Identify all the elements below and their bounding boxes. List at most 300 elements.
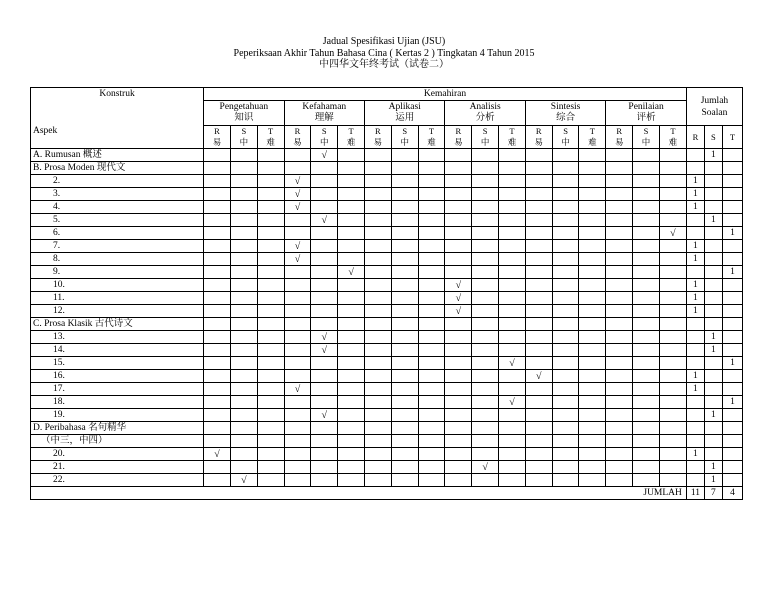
skill-cell bbox=[257, 227, 284, 240]
tick-symbol: √ bbox=[294, 188, 301, 200]
tick-mark bbox=[311, 344, 338, 357]
header-row-3 bbox=[31, 126, 743, 149]
total-cell bbox=[686, 201, 704, 214]
skill-cell bbox=[257, 188, 284, 201]
tick-mark bbox=[499, 357, 526, 370]
skill-cell bbox=[552, 474, 579, 487]
total-level-code: S bbox=[711, 131, 716, 142]
aspek-text: 8. bbox=[53, 253, 61, 264]
level-zh: 易 bbox=[373, 137, 383, 147]
skill-cell bbox=[311, 461, 338, 474]
total-cell bbox=[722, 175, 742, 188]
skill-cell bbox=[230, 279, 257, 292]
aspek-text: 4. bbox=[53, 201, 61, 212]
skill-cell bbox=[606, 162, 633, 175]
skill-cell bbox=[230, 292, 257, 305]
aspek-text: A. Rumusan 概述 bbox=[33, 149, 102, 160]
skill-cell bbox=[472, 396, 499, 409]
level-code: T bbox=[509, 126, 515, 136]
skill-cell bbox=[204, 422, 231, 435]
skill-cell bbox=[606, 201, 633, 214]
skill-cell bbox=[499, 292, 526, 305]
total-cell bbox=[704, 344, 722, 357]
tick-mark bbox=[311, 149, 338, 162]
skill-cell bbox=[579, 448, 606, 461]
skill-cell bbox=[525, 435, 552, 448]
skill-name-zh: 分析 bbox=[475, 113, 495, 123]
tick-symbol: √ bbox=[294, 240, 301, 252]
aspek-cell bbox=[31, 305, 204, 318]
total-cell bbox=[686, 357, 704, 370]
skill-cell bbox=[204, 461, 231, 474]
total-level-code: T bbox=[729, 131, 736, 142]
skill-cell bbox=[472, 435, 499, 448]
skill-cell bbox=[579, 292, 606, 305]
skill-cell bbox=[633, 305, 660, 318]
skill-cell bbox=[552, 201, 579, 214]
skill-cell bbox=[525, 396, 552, 409]
aspek-cell bbox=[31, 227, 204, 240]
skill-cell bbox=[257, 383, 284, 396]
skill-cell bbox=[606, 318, 633, 331]
level-code: S bbox=[643, 126, 649, 136]
skill-cell bbox=[364, 266, 391, 279]
total-cell bbox=[722, 396, 742, 409]
skill-cell bbox=[633, 435, 660, 448]
total-cell bbox=[722, 318, 742, 331]
total-cell bbox=[686, 253, 704, 266]
skill-cell bbox=[311, 396, 338, 409]
skill-cell bbox=[391, 188, 418, 201]
total-cell bbox=[704, 474, 722, 487]
skill-cell bbox=[230, 370, 257, 383]
skill-cell bbox=[499, 422, 526, 435]
skill-cell bbox=[499, 448, 526, 461]
skill-cell bbox=[418, 383, 445, 396]
skill-cell bbox=[472, 201, 499, 214]
skill-cell bbox=[606, 461, 633, 474]
kemahiran-header bbox=[204, 88, 687, 101]
tick-symbol: √ bbox=[294, 253, 301, 265]
skill-cell bbox=[659, 240, 686, 253]
total-cell bbox=[704, 149, 722, 162]
total-count: 1 bbox=[711, 149, 716, 160]
skill-cell bbox=[418, 175, 445, 188]
skill-cell bbox=[418, 318, 445, 331]
skill-cell bbox=[284, 474, 311, 487]
skill-cell bbox=[257, 448, 284, 461]
skill-cell bbox=[257, 175, 284, 188]
skill-cell bbox=[633, 396, 660, 409]
level-code: S bbox=[241, 126, 247, 136]
total-level-header bbox=[704, 126, 722, 149]
total-cell bbox=[686, 175, 704, 188]
skill-cell bbox=[472, 383, 499, 396]
aspek-text: 14. bbox=[53, 344, 65, 355]
skill-cell bbox=[499, 162, 526, 175]
total-cell bbox=[686, 214, 704, 227]
skill-cell bbox=[659, 396, 686, 409]
total-count: 1 bbox=[693, 370, 698, 381]
skill-cell bbox=[579, 266, 606, 279]
skill-cell bbox=[391, 474, 418, 487]
skill-cell bbox=[579, 357, 606, 370]
skill-cell bbox=[204, 201, 231, 214]
skill-cell bbox=[659, 318, 686, 331]
tick-mark bbox=[204, 448, 231, 461]
tick-symbol: √ bbox=[294, 201, 301, 213]
jumlah-soalan-header bbox=[686, 88, 742, 126]
skill-cell bbox=[230, 435, 257, 448]
skill-cell bbox=[445, 201, 472, 214]
skill-cell bbox=[204, 175, 231, 188]
total-cell bbox=[704, 409, 722, 422]
skill-cell bbox=[364, 448, 391, 461]
skill-cell bbox=[364, 292, 391, 305]
aspek-cell bbox=[31, 383, 204, 396]
skill-cell bbox=[230, 149, 257, 162]
total-cell bbox=[722, 201, 742, 214]
table-row bbox=[31, 266, 743, 279]
skill-cell bbox=[284, 149, 311, 162]
aspek-text: 6. bbox=[53, 227, 61, 238]
skill-cell bbox=[525, 201, 552, 214]
table-row bbox=[31, 149, 743, 162]
skill-cell bbox=[230, 422, 257, 435]
level-code: S bbox=[482, 126, 488, 136]
skill-cell bbox=[204, 357, 231, 370]
skill-cell bbox=[364, 149, 391, 162]
skill-cell bbox=[284, 357, 311, 370]
skill-cell bbox=[552, 370, 579, 383]
table-row bbox=[31, 214, 743, 227]
skill-cell bbox=[633, 266, 660, 279]
skill-cell bbox=[606, 305, 633, 318]
skill-cell bbox=[338, 175, 365, 188]
skill-cell bbox=[659, 448, 686, 461]
skill-cell bbox=[418, 292, 445, 305]
skill-header bbox=[364, 101, 444, 126]
tick-mark bbox=[659, 227, 686, 240]
jumlah-total bbox=[686, 487, 704, 500]
skill-cell bbox=[364, 357, 391, 370]
skill-cell bbox=[230, 266, 257, 279]
skill-cell bbox=[525, 188, 552, 201]
skill-cell bbox=[525, 448, 552, 461]
total-cell bbox=[722, 292, 742, 305]
skill-cell bbox=[499, 409, 526, 422]
level-header bbox=[552, 126, 579, 149]
tick-symbol: √ bbox=[294, 175, 301, 187]
total-cell bbox=[686, 370, 704, 383]
level-header bbox=[418, 126, 445, 149]
skill-cell bbox=[606, 214, 633, 227]
skill-cell bbox=[418, 396, 445, 409]
table-row bbox=[31, 240, 743, 253]
skill-cell bbox=[552, 409, 579, 422]
total-cell bbox=[722, 162, 742, 175]
skill-cell bbox=[525, 331, 552, 344]
skill-cell bbox=[230, 227, 257, 240]
level-zh: 难 bbox=[346, 137, 356, 147]
table-row bbox=[31, 435, 743, 448]
skill-cell bbox=[659, 266, 686, 279]
skill-cell bbox=[472, 214, 499, 227]
total-cell bbox=[686, 396, 704, 409]
skill-cell bbox=[204, 227, 231, 240]
total-cell bbox=[722, 266, 742, 279]
total-cell bbox=[704, 318, 722, 331]
total-cell bbox=[722, 474, 742, 487]
skill-cell bbox=[338, 448, 365, 461]
total-cell bbox=[704, 396, 722, 409]
skill-cell bbox=[552, 435, 579, 448]
skill-cell bbox=[552, 318, 579, 331]
skill-name: Analisis bbox=[469, 102, 501, 112]
total-cell bbox=[722, 188, 742, 201]
skill-cell bbox=[338, 331, 365, 344]
total-cell bbox=[704, 461, 722, 474]
total-cell bbox=[704, 383, 722, 396]
skill-cell bbox=[606, 396, 633, 409]
skill-cell bbox=[391, 357, 418, 370]
skill-cell bbox=[579, 227, 606, 240]
table-row bbox=[31, 396, 743, 409]
table-row bbox=[31, 162, 743, 175]
total-level-header bbox=[686, 126, 704, 149]
level-zh: 中 bbox=[641, 137, 651, 147]
skill-cell bbox=[257, 240, 284, 253]
skill-cell bbox=[499, 253, 526, 266]
skill-cell bbox=[204, 188, 231, 201]
skill-cell bbox=[391, 461, 418, 474]
skill-cell bbox=[204, 474, 231, 487]
aspek-cell bbox=[31, 318, 204, 331]
skill-cell bbox=[525, 344, 552, 357]
skill-cell bbox=[499, 331, 526, 344]
skill-cell bbox=[204, 383, 231, 396]
skill-cell bbox=[230, 448, 257, 461]
skill-cell bbox=[445, 318, 472, 331]
table-row bbox=[31, 474, 743, 487]
header-row-1 bbox=[31, 88, 743, 101]
skill-cell bbox=[579, 162, 606, 175]
level-header bbox=[257, 126, 284, 149]
skill-cell bbox=[552, 422, 579, 435]
level-zh: 中 bbox=[239, 137, 249, 147]
skill-cell bbox=[418, 201, 445, 214]
aspek-text: 2. bbox=[53, 175, 61, 186]
skill-cell bbox=[338, 422, 365, 435]
skill-cell bbox=[257, 344, 284, 357]
tick-mark bbox=[499, 396, 526, 409]
skill-cell bbox=[606, 331, 633, 344]
skill-cell bbox=[391, 214, 418, 227]
skill-cell bbox=[499, 474, 526, 487]
skill-cell bbox=[445, 331, 472, 344]
aspek-text: 5. bbox=[53, 214, 61, 225]
skill-cell bbox=[284, 448, 311, 461]
table-row bbox=[31, 461, 743, 474]
skill-cell bbox=[338, 305, 365, 318]
total-cell bbox=[704, 331, 722, 344]
skill-cell bbox=[552, 344, 579, 357]
skill-cell bbox=[659, 162, 686, 175]
skill-cell bbox=[311, 240, 338, 253]
skill-cell bbox=[659, 422, 686, 435]
skill-cell bbox=[445, 344, 472, 357]
level-code: R bbox=[535, 126, 542, 136]
skill-cell bbox=[418, 461, 445, 474]
skill-cell bbox=[284, 461, 311, 474]
skill-cell bbox=[633, 409, 660, 422]
aspek-cell bbox=[31, 214, 204, 227]
skill-cell bbox=[284, 370, 311, 383]
aspek-cell bbox=[31, 357, 204, 370]
table-row bbox=[31, 370, 743, 383]
aspek-text: 22. bbox=[53, 474, 65, 485]
skill-name: Aplikasi bbox=[388, 102, 421, 112]
skill-cell bbox=[659, 461, 686, 474]
skill-cell bbox=[659, 344, 686, 357]
skill-cell bbox=[391, 201, 418, 214]
specification-table bbox=[30, 87, 743, 500]
skill-cell bbox=[472, 279, 499, 292]
total-cell bbox=[686, 409, 704, 422]
aspek-text: 17. bbox=[53, 383, 65, 394]
skill-cell bbox=[445, 409, 472, 422]
skill-cell bbox=[552, 396, 579, 409]
skill-cell bbox=[338, 344, 365, 357]
skill-cell bbox=[338, 383, 365, 396]
skill-cell bbox=[204, 253, 231, 266]
aspek-text: 11. bbox=[53, 292, 65, 303]
skill-cell bbox=[338, 149, 365, 162]
total-cell bbox=[722, 227, 742, 240]
tick-mark bbox=[284, 253, 311, 266]
skill-cell bbox=[364, 240, 391, 253]
total-cell bbox=[704, 214, 722, 227]
total-count: 1 bbox=[693, 383, 698, 394]
aspek-cell bbox=[31, 253, 204, 266]
skill-cell bbox=[311, 279, 338, 292]
skill-cell bbox=[338, 201, 365, 214]
aspek-text: 20. bbox=[53, 448, 65, 459]
skill-cell bbox=[338, 461, 365, 474]
skill-cell bbox=[659, 175, 686, 188]
skill-cell bbox=[230, 175, 257, 188]
skill-cell bbox=[257, 435, 284, 448]
skill-cell bbox=[445, 448, 472, 461]
skill-cell bbox=[257, 396, 284, 409]
skill-cell bbox=[525, 409, 552, 422]
total-cell bbox=[686, 474, 704, 487]
skill-cell bbox=[659, 292, 686, 305]
skill-cell bbox=[204, 396, 231, 409]
aspek-cell bbox=[31, 344, 204, 357]
skill-cell bbox=[445, 214, 472, 227]
skill-cell bbox=[472, 448, 499, 461]
level-code: S bbox=[563, 126, 568, 136]
skill-cell bbox=[311, 305, 338, 318]
skill-cell bbox=[391, 422, 418, 435]
table-row bbox=[31, 448, 743, 461]
total-cell bbox=[722, 253, 742, 266]
skill-name: Sintesis bbox=[550, 102, 581, 112]
jumlah-value: 11 bbox=[690, 487, 700, 498]
total-count: 1 bbox=[711, 461, 716, 472]
skill-cell bbox=[391, 279, 418, 292]
total-count: 1 bbox=[693, 253, 698, 264]
skill-cell bbox=[364, 461, 391, 474]
skill-cell bbox=[606, 370, 633, 383]
skill-cell bbox=[284, 331, 311, 344]
level-code: R bbox=[616, 126, 623, 136]
skill-cell bbox=[364, 318, 391, 331]
aspek-cell bbox=[31, 240, 204, 253]
total-cell bbox=[686, 383, 704, 396]
skill-cell bbox=[418, 474, 445, 487]
jumlah-soalan-label: Jumlah Soalan bbox=[700, 95, 729, 118]
total-count: 1 bbox=[711, 409, 716, 420]
level-code: R bbox=[214, 126, 220, 136]
skill-cell bbox=[579, 422, 606, 435]
skill-cell bbox=[499, 214, 526, 227]
total-cell bbox=[704, 357, 722, 370]
skill-cell bbox=[472, 331, 499, 344]
skill-cell bbox=[418, 435, 445, 448]
aspek-cell bbox=[31, 396, 204, 409]
aspek-cell bbox=[31, 331, 204, 344]
aspek-cell bbox=[31, 162, 204, 175]
total-cell bbox=[704, 305, 722, 318]
total-count: 1 bbox=[693, 305, 698, 316]
skill-cell bbox=[338, 279, 365, 292]
total-cell bbox=[704, 201, 722, 214]
level-code: T bbox=[268, 126, 274, 136]
total-cell bbox=[704, 292, 722, 305]
skill-cell bbox=[606, 279, 633, 292]
skill-cell bbox=[552, 279, 579, 292]
level-zh: 难 bbox=[507, 137, 517, 147]
skill-cell bbox=[445, 461, 472, 474]
tick-symbol: √ bbox=[455, 279, 462, 291]
skill-cell bbox=[391, 149, 418, 162]
aspek-text: 3. bbox=[53, 188, 61, 199]
skill-cell bbox=[579, 344, 606, 357]
skill-cell bbox=[284, 292, 311, 305]
skill-cell bbox=[204, 370, 231, 383]
level-header bbox=[579, 126, 606, 149]
jumlah-total bbox=[704, 487, 722, 500]
skill-cell bbox=[552, 162, 579, 175]
skill-cell bbox=[525, 266, 552, 279]
skill-cell bbox=[579, 253, 606, 266]
skill-cell bbox=[311, 383, 338, 396]
skill-cell bbox=[472, 474, 499, 487]
jumlah-row bbox=[31, 487, 743, 500]
aspek-cell bbox=[31, 292, 204, 305]
skill-cell bbox=[659, 435, 686, 448]
aspek-text: （中三，中四） bbox=[41, 435, 108, 446]
skill-cell bbox=[633, 149, 660, 162]
skill-cell bbox=[364, 279, 391, 292]
skill-cell bbox=[472, 305, 499, 318]
skill-cell bbox=[338, 396, 365, 409]
skill-cell bbox=[633, 162, 660, 175]
tick-symbol: √ bbox=[509, 396, 515, 408]
aspek-text: 12. bbox=[53, 305, 65, 316]
